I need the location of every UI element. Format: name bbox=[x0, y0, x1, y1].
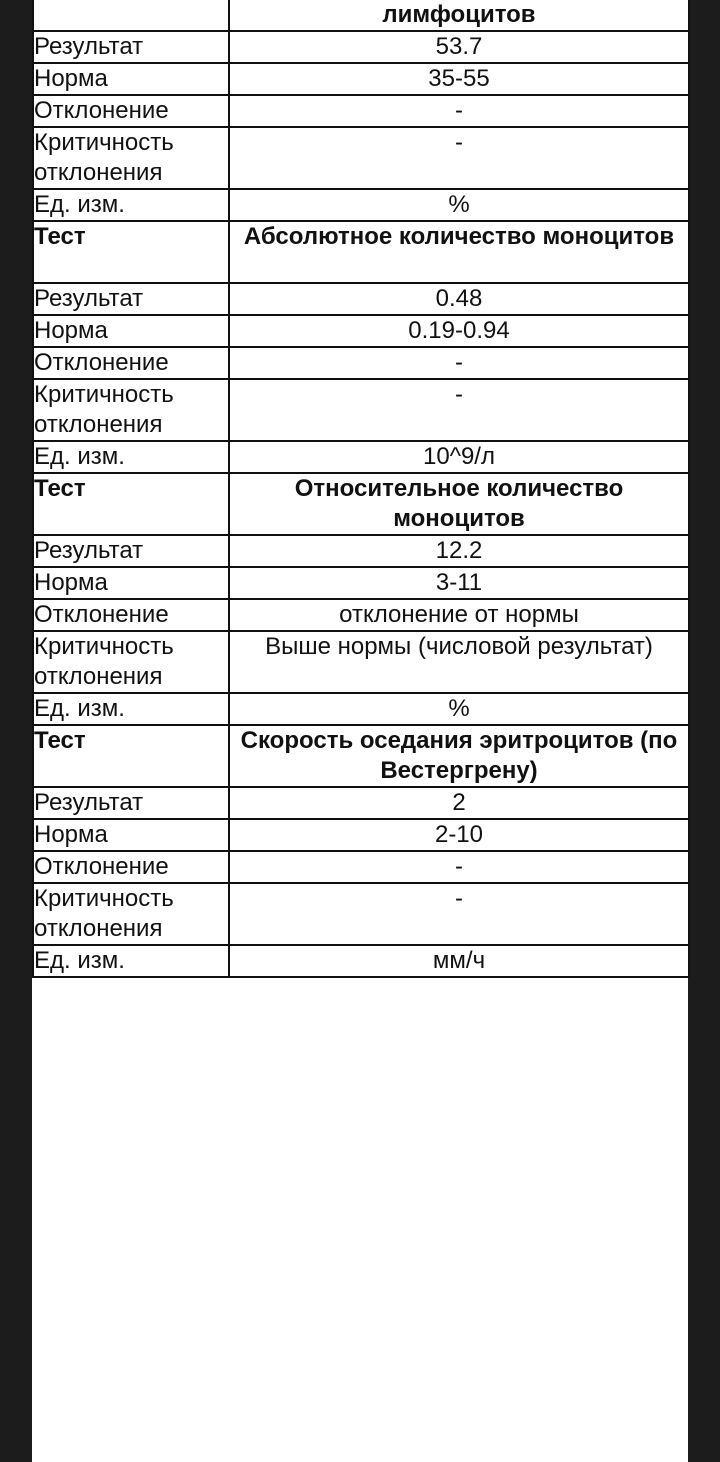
test-row bbox=[33, 725, 689, 787]
deviation-severity-row bbox=[33, 127, 689, 189]
deviation-row bbox=[33, 851, 689, 883]
unit-row bbox=[33, 189, 689, 221]
field-value: - bbox=[229, 379, 689, 441]
unit-row bbox=[33, 441, 689, 473]
test-name: Абсолютное количество моноцитов bbox=[229, 221, 689, 283]
deviation-severity-row bbox=[33, 631, 689, 693]
result-row bbox=[33, 283, 689, 315]
field-label: Результат bbox=[33, 787, 229, 819]
norm-row bbox=[33, 315, 689, 347]
field-value: - bbox=[229, 127, 689, 189]
deviation-row bbox=[33, 599, 689, 631]
test-label: Тест bbox=[33, 725, 229, 787]
field-value: 2-10 bbox=[229, 819, 689, 851]
test-row bbox=[33, 473, 689, 535]
field-label: Ед. изм. bbox=[33, 945, 229, 977]
field-label: Результат bbox=[33, 535, 229, 567]
field-value: 2 bbox=[229, 787, 689, 819]
test-name: Относительное количество моноцитов bbox=[229, 473, 689, 535]
field-value: - bbox=[229, 95, 689, 127]
field-label: Норма bbox=[33, 63, 229, 95]
field-label: Критичность отклонения bbox=[33, 127, 229, 189]
field-value: отклонение от нормы bbox=[229, 599, 689, 631]
field-value: 0.19-0.94 bbox=[229, 315, 689, 347]
field-label: Критичность отклонения bbox=[33, 379, 229, 441]
field-value: - bbox=[229, 883, 689, 945]
field-value: 3-11 bbox=[229, 567, 689, 599]
field-label: Результат bbox=[33, 283, 229, 315]
test-row-continued bbox=[33, 0, 689, 31]
field-value: - bbox=[229, 851, 689, 883]
deviation-severity-row bbox=[33, 883, 689, 945]
deviation-row bbox=[33, 347, 689, 379]
norm-row bbox=[33, 63, 689, 95]
field-label: Отклонение bbox=[33, 599, 229, 631]
test-name: Скорость оседания эритроцитов (по Вестергрену) bbox=[229, 725, 689, 787]
field-label: Ед. изм. bbox=[33, 441, 229, 473]
unit-row bbox=[33, 693, 689, 725]
field-label: Результат bbox=[33, 31, 229, 63]
field-value: 53.7 bbox=[229, 31, 689, 63]
field-label: Норма bbox=[33, 567, 229, 599]
field-value: мм/ч bbox=[229, 945, 689, 977]
field-value: - bbox=[229, 347, 689, 379]
field-value: % bbox=[229, 693, 689, 725]
field-label: Норма bbox=[33, 819, 229, 851]
field-value: % bbox=[229, 189, 689, 221]
field-label: Отклонение bbox=[33, 95, 229, 127]
test-label bbox=[33, 0, 229, 31]
field-label: Критичность отклонения bbox=[33, 631, 229, 693]
deviation-severity-row bbox=[33, 379, 689, 441]
field-label: Критичность отклонения bbox=[33, 883, 229, 945]
deviation-row bbox=[33, 95, 689, 127]
field-label: Норма bbox=[33, 315, 229, 347]
norm-row bbox=[33, 567, 689, 599]
field-value: 12.2 bbox=[229, 535, 689, 567]
result-row bbox=[33, 31, 689, 63]
test-label: Тест bbox=[33, 473, 229, 535]
result-row bbox=[33, 535, 689, 567]
field-label: Отклонение bbox=[33, 347, 229, 379]
unit-row bbox=[33, 945, 689, 977]
test-label: Тест bbox=[33, 221, 229, 283]
field-label: Ед. изм. bbox=[33, 189, 229, 221]
field-label: Отклонение bbox=[33, 851, 229, 883]
field-value: 35-55 bbox=[229, 63, 689, 95]
field-label: Ед. изм. bbox=[33, 693, 229, 725]
field-value: 0.48 bbox=[229, 283, 689, 315]
norm-row bbox=[33, 819, 689, 851]
results-document bbox=[32, 0, 688, 1462]
field-value: 10^9/л bbox=[229, 441, 689, 473]
field-value: Выше нормы (числовой результат) bbox=[229, 631, 689, 693]
lab-results-table bbox=[32, 0, 690, 978]
test-name: лимфоцитов bbox=[229, 0, 689, 31]
test-row bbox=[33, 221, 689, 283]
result-row bbox=[33, 787, 689, 819]
